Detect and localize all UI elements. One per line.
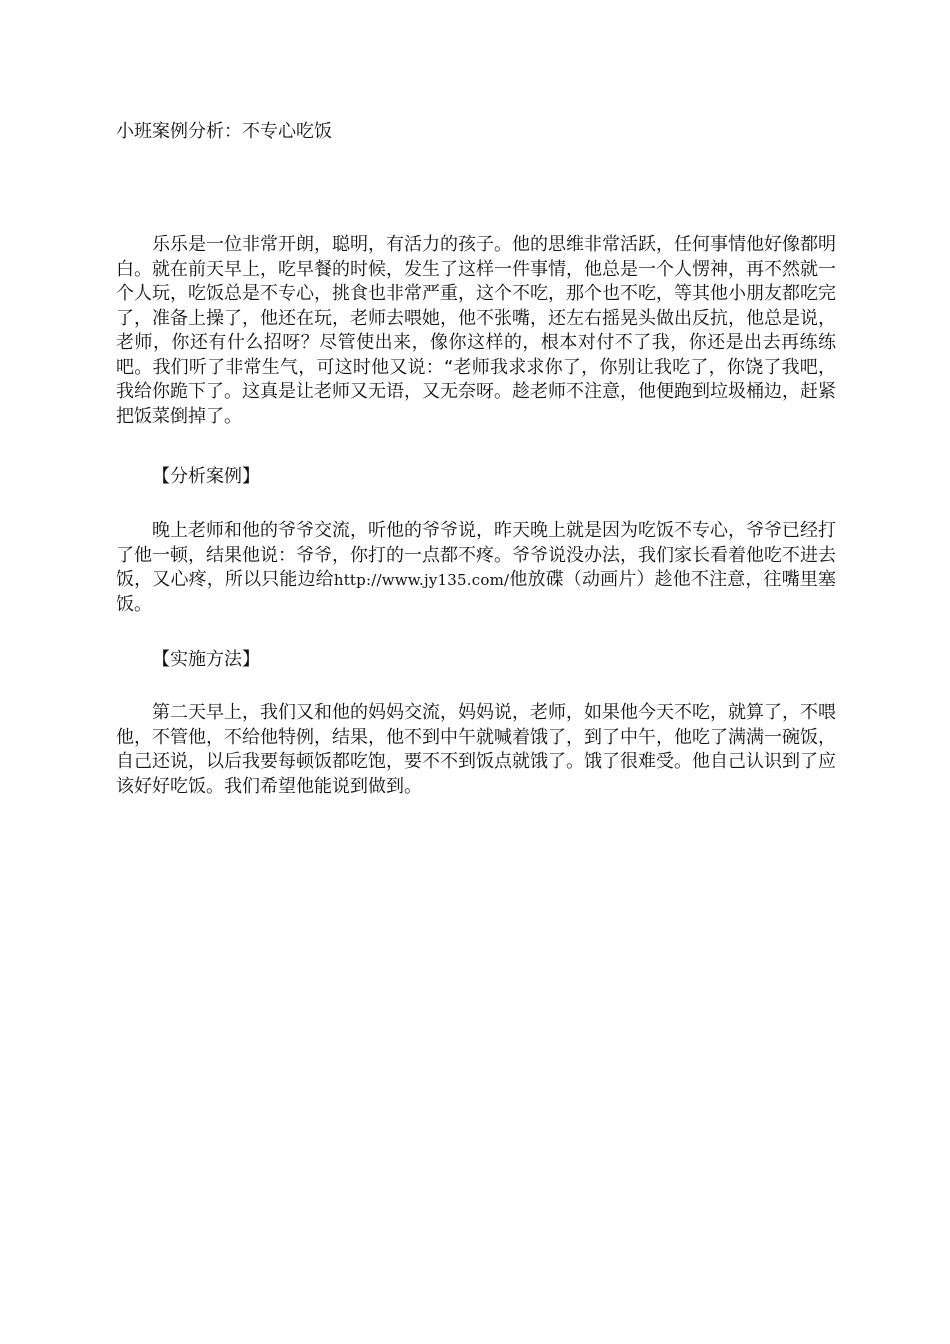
paragraph-text: 他放碟（动画片）趁他不注意，往嘴里塞饭。 <box>116 569 837 615</box>
paragraph-case-analysis <box>116 519 836 617</box>
paragraph-text: 晚上老师和他的爷爷交流，听他的爷爷说，昨天晚上就是因为吃饭不专心，爷爷已经打了他一顿，结果他说：爷爷，你打的一点都不疼。爷爷说没办法，我们家长看着他吃不进去饭，又心疼，所以只能边给 <box>116 520 836 590</box>
url-link: http://www.jy135.com/ <box>333 571 510 589</box>
heading-implementation-method: 【实施方法】 <box>152 649 260 670</box>
heading-case-analysis: 【分析案例】 <box>152 466 260 487</box>
paragraph-implementation: 第二天早上，我们又和他的妈妈交流，妈妈说，老师，如果他今天不吃，就算了，不喂他，不管他，不给他特例，结果，他不到中午就喊着饿了，到了中午，他吃了满满一碗饭，自己还说，以后我要每顿饭都吃饱，要不不到饭点就饿了。饿了很难受。他自己认识到了应该好好吃饭。我们希望他能说到做到。 <box>116 702 836 797</box>
paragraph-case-description: 乐乐是一位非常开朗，聪明，有活力的孩子。他的思维非常活跃，任何事情他好像都明白。就在前天早上，吃早餐的时候，发生了这样一件事情，他总是一个人愣神，再不然就一个人玩，吃饭总是不专心，挑食也非常严重，这个不吃，那个也不吃，等其他小朋友都吃完了，准备上操了，他还在玩，老师去喂她，他不张嘴，还左右摇晃头做出反抗，他总是说，老师，你还有什么招呀？尽管使出来，像你这样的，根本对付不了我，你还是出去再练练吧。我们听了非常生气，可这时他又说：“老师我求求你了，你别让我吃了，你饶了我吧，我给你跪下了。这真是让老师又无语，又无奈呀。趁老师不注意，他便跑到垃圾桶边，赶紧把饭菜倒掉了。 <box>116 234 836 427</box>
document-title: 小班案例分析：不专心吃饭 <box>116 121 332 142</box>
